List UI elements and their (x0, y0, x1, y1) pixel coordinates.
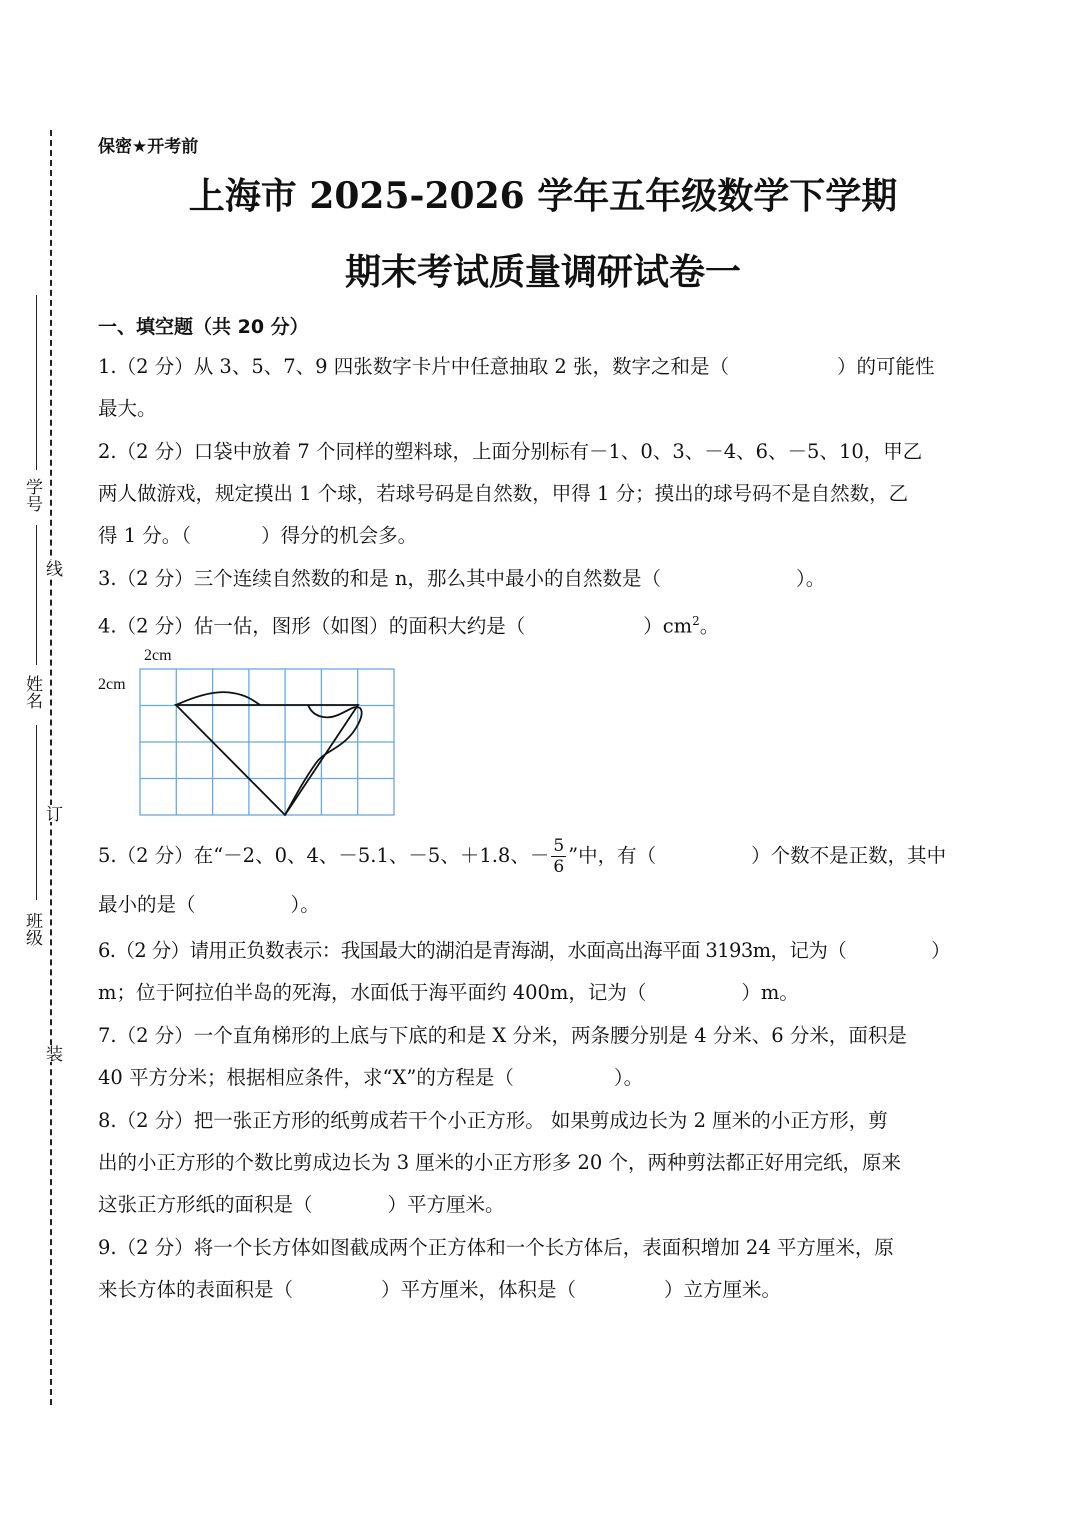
q5-text-a: 5.（2 分）在“－2、0、4、－5.1、－5、＋1.8、－ (98, 844, 550, 867)
class-label: 班级 (22, 912, 42, 946)
exam-title-line2: 期末考试质量调研试卷一 (344, 251, 741, 293)
name-label: 姓名 (22, 675, 42, 709)
question-4 (98, 600, 988, 648)
q6-text-d: ）m。 (741, 981, 799, 1004)
q8-text-b: 出的小正方形的个数比剪成边长为 3 厘米的小正方形多 20 个，两种剪法都正好用完纸，原来 (98, 1151, 902, 1174)
q6-text-a: 6.（2 分）请用正负数表示：我国最大的湖泊是青海湖，水面高出海平面 3193m，记为（ (98, 939, 847, 962)
name-underline (36, 725, 37, 900)
grid-figure (98, 645, 408, 825)
q3-text-b: ）。 (795, 567, 826, 590)
q9-text-a: 9.（2 分）将一个长方体如图截成两个正方体和一个长方体后，表面积增加 24 平方厘米，原 (98, 1236, 894, 1259)
q8-text-d: ）平方厘米。 (387, 1193, 505, 1216)
question-5 (98, 832, 988, 926)
q1-text-b: ）的可能性 (837, 355, 935, 378)
cut-dashed-line (50, 130, 52, 1405)
q8-text-c: 这张正方形纸的面积是（ (98, 1193, 313, 1216)
q8-text-a: 8.（2 分）把一张正方形的纸剪成若干个小正方形。 如果剪成边长为 2 厘米的小正方形，剪 (98, 1109, 888, 1132)
q9-text-c: ）平方厘米，体积是（ (381, 1278, 577, 1301)
grid-lines (140, 669, 394, 815)
cut-char-mount: 装 (42, 1045, 62, 1062)
q2-text-d: ）得分的机会多。 (261, 524, 418, 547)
q6-text-b: ） (931, 939, 951, 962)
cut-char-bind: 订 (42, 805, 62, 822)
name-underline-upper (36, 525, 37, 665)
q9-text-d: ）立方厘米。 (664, 1278, 782, 1301)
question-1 (98, 346, 988, 430)
q4-text-c: 。 (699, 614, 720, 638)
question-7 (98, 1015, 988, 1099)
q9-text-b: 来长方体的表面积是（ (98, 1278, 294, 1301)
q1-text-c: 最大。 (98, 397, 157, 420)
question-9 (98, 1227, 988, 1311)
binding-margin (0, 0, 90, 1528)
section-title: 一、填空题（共 20 分） (98, 316, 309, 338)
grid-shape-svg (98, 645, 408, 825)
q2-text-c: 得 1 分。（ (98, 524, 192, 547)
exam-title-line1: 上海市 2025-2026 学年五年级数学下学期 (188, 175, 898, 217)
q1-text-a: 1.（2 分）从 3、5、7、9 四张数字卡片中任意抽取 2 张，数字之和是（ (98, 355, 730, 378)
student-id-label: 学号 (22, 478, 42, 512)
q5-text-c: ）个数不是正数，其中 (751, 844, 947, 867)
q2-text-b: 两人做游戏，规定摸出 1 个球，若球号码是自然数，甲得 1 分；摸出的球号码不是自然数，乙 (98, 482, 909, 505)
q7-text-a: 7.（2 分）一个直角梯形的上底与下底的和是 X 分米，两条腰分别是 4 分米、6 分米，面积是 (98, 1024, 907, 1047)
q3-text-a: 3.（2 分）三个连续自然数的和是 n，那么其中最小的自然数是（ (98, 567, 661, 590)
q5-text-e: ）。 (290, 893, 320, 916)
q5-fraction-numerator: 5 (553, 836, 565, 856)
confidential-mark: 保密★开考前 (98, 137, 199, 157)
q4-text-a: 4.（2 分）估一估，图形（如图）的面积大约是（ (98, 614, 526, 638)
q5-fraction-denominator: 6 (553, 857, 565, 877)
q5-text-d: 最小的是（ (98, 893, 196, 916)
irregular-shape (176, 692, 362, 815)
grid-side-label: 2cm (98, 676, 126, 693)
q2-text-a: 2.（2 分）口袋中放着 7 个同样的塑料球，上面分别标有－1、0、3、－4、6、－5、10，甲乙 (98, 440, 923, 463)
q4-unit-sup: 2 (692, 614, 700, 628)
question-8 (98, 1100, 988, 1226)
q5-text-b: ”中，有（ (568, 844, 657, 867)
grid-top-label: 2cm (144, 647, 172, 664)
student-id-underline (36, 295, 37, 470)
cut-char-line: 线 (42, 560, 62, 577)
q4-text-b: ）cm (643, 614, 693, 638)
question-3 (98, 558, 988, 600)
q5-fraction (551, 836, 566, 877)
q6-text-c: m；位于阿拉伯半岛的死海，水面低于海平面约 400m，记为（ (98, 981, 647, 1004)
question-6 (98, 930, 988, 1014)
q7-text-c: ）。 (613, 1066, 644, 1089)
question-2 (98, 431, 988, 557)
q7-text-b: 40 平方分米；根据相应条件，求“X”的方程是（ (98, 1066, 514, 1089)
